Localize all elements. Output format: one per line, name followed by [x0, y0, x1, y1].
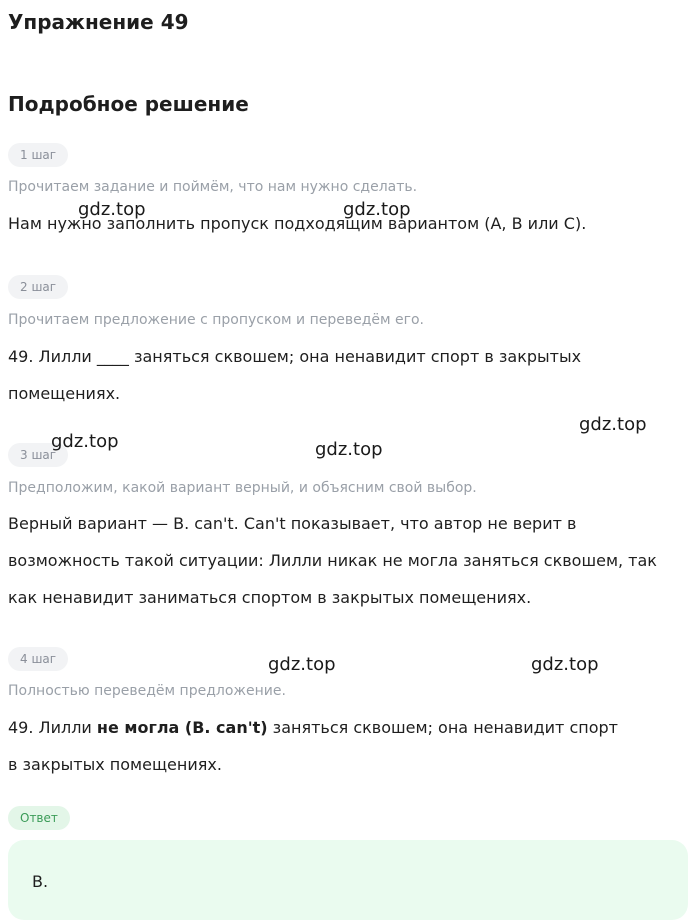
watermark: gdz.top [51, 431, 119, 452]
watermark: gdz.top [343, 199, 411, 220]
step-4-text-start: 49. Лилли [8, 718, 97, 737]
step-4-text [8, 709, 618, 783]
watermark: gdz.top [531, 654, 599, 675]
watermark: gdz.top [268, 654, 336, 675]
watermark: gdz.top [78, 199, 146, 220]
watermark: gdz.top [579, 414, 647, 435]
step-4-text-end: заняться сквошем; она ненавидит спорт в закрытых помещениях. [8, 718, 618, 774]
section-title: Подробное решение [8, 92, 249, 116]
step-3-badge: 3 шаг [8, 443, 68, 467]
answer-box [8, 840, 688, 920]
step-2-text: 49. Лилли ____ заняться сквошем; она ненавидит спорт в закрытых помещениях. [8, 347, 582, 403]
step-2-hint: Прочитаем предложение с пропуском и переведём его. [8, 312, 424, 328]
step-1-badge: 1 шаг [8, 143, 68, 167]
step-3-hint: Предположим, какой вариант верный, и объясним свой выбор. [8, 480, 477, 496]
step-1-text: Нам нужно заполнить пропуск подходящим вариантом (A, B или C). [8, 214, 587, 233]
page-title: Упражнение 49 [8, 10, 189, 34]
step-4-badge: 4 шаг [8, 647, 68, 671]
step-2-badge: 2 шаг [8, 275, 68, 299]
answer-value: B. [32, 872, 49, 891]
step-4-hint: Полностью переведём предложение. [8, 683, 286, 699]
step-3-text: Верный вариант — B. can't. Can't показывает, что автор не верит в возможность такой ситуации: Лилли никак не могла заняться сквошем, так как ненавидит заниматься спортом в закрытых помещениях. [8, 514, 657, 607]
answer-badge: Ответ [8, 806, 70, 830]
step-1-hint: Прочитаем задание и поймём, что нам нужно сделать. [8, 179, 418, 195]
step-4-text-bold: не могла (B. can't) [96, 718, 268, 737]
watermark: gdz.top [315, 439, 383, 460]
